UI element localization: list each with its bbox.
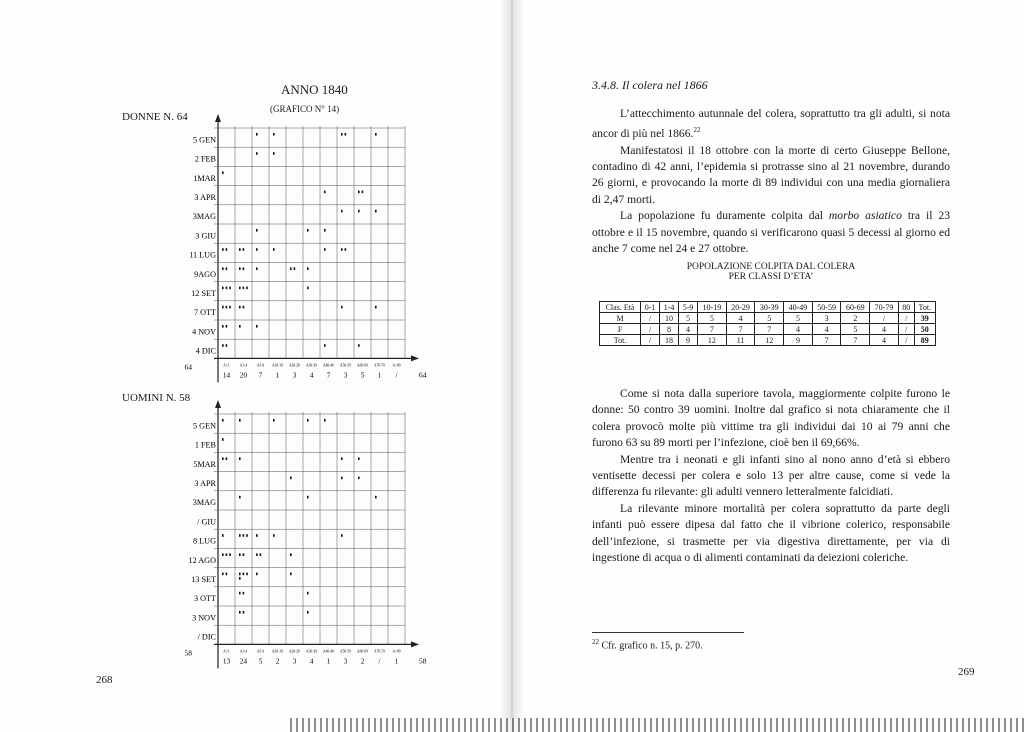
death-mark — [246, 534, 248, 537]
paragraphs-bottom — [592, 386, 950, 566]
death-mark — [246, 573, 248, 576]
death-mark — [324, 419, 326, 422]
death-mark — [239, 267, 241, 270]
chart-subtitle: (GRAFICO N° 14) — [270, 104, 340, 114]
death-mark — [307, 229, 309, 232]
page-number-right: 269 — [958, 666, 975, 678]
death-mark — [246, 287, 248, 290]
death-mark — [256, 133, 258, 136]
death-mark — [307, 592, 309, 595]
death-mark — [222, 306, 224, 309]
y-tick-label: 8 LUG — [193, 536, 216, 546]
x-axis-arrow — [411, 641, 419, 647]
table-cell: 40-49 — [784, 302, 813, 313]
y-tick-label: 5 GEN — [193, 421, 216, 431]
x-tick-label: A50-59 — [340, 649, 351, 654]
death-mark — [239, 573, 241, 576]
age-total-label: 3 — [343, 657, 348, 666]
death-mark — [239, 592, 241, 595]
death-mark — [307, 267, 309, 270]
death-mark — [243, 287, 245, 290]
death-mark — [229, 287, 231, 290]
age-total-label: 1 — [326, 657, 331, 666]
age-total-label: 14 — [222, 371, 231, 380]
death-mark — [243, 573, 245, 576]
table-row — [600, 313, 936, 324]
x-tick-label: A40-49 — [323, 363, 334, 368]
y-tick-label: 3 NOV — [192, 613, 216, 623]
age-total-label: / — [378, 657, 381, 666]
book-gutter — [500, 0, 524, 732]
death-mark — [222, 573, 224, 576]
death-mark — [226, 248, 228, 251]
page-bottom-edge — [290, 718, 1024, 732]
table-cell: 18 — [660, 335, 679, 346]
row-total-label: 64 — [184, 362, 192, 372]
y-tick-label: 12 AGO — [188, 555, 216, 565]
death-mark — [307, 611, 309, 614]
death-mark — [290, 573, 292, 576]
death-mark — [226, 306, 228, 309]
death-mark — [290, 553, 292, 556]
table-cell: / — [641, 324, 660, 335]
y-tick-label: 13 SET — [191, 575, 216, 584]
y-tick-label: 1 FEB — [194, 440, 216, 450]
uomini-label: UOMINI N. 58 — [122, 392, 191, 404]
table-cell: 4 — [679, 324, 698, 335]
death-mark — [260, 553, 262, 556]
death-mark — [341, 457, 343, 460]
age-total-label: 20 — [239, 371, 248, 380]
age-total-label: 2 — [275, 657, 280, 666]
age-total-label: 3 — [343, 371, 348, 380]
death-mark — [256, 248, 258, 251]
age-total-label: 1 — [394, 657, 399, 666]
x-tick-label: A60-69 — [357, 363, 368, 368]
death-mark — [243, 592, 245, 595]
age-total-label: 1 — [377, 371, 382, 380]
age-total-label: 5 — [360, 371, 365, 380]
table-cell: 10 — [660, 313, 679, 324]
death-mark — [256, 534, 258, 537]
death-mark — [222, 248, 224, 251]
table-cell: / — [641, 335, 660, 346]
x-tick-label: A30-39 — [306, 363, 317, 368]
table-cell: 4 — [870, 335, 899, 346]
y-tick-label: 1MAR — [193, 173, 216, 183]
table-cell: 7 — [812, 335, 841, 346]
col-total-label: 64 — [419, 370, 427, 380]
table-cell: 2 — [841, 313, 870, 324]
y-tick-label: 3 APR — [194, 479, 216, 488]
chart-title: ANNO 1840 — [281, 82, 348, 97]
footnote-ref: 22 — [693, 126, 701, 135]
table-cell: 12 — [755, 335, 784, 346]
death-mark — [256, 267, 258, 270]
table-cell: 8 — [660, 324, 679, 335]
table-cell: 4 — [870, 324, 899, 335]
age-total-label: 1 — [275, 371, 280, 380]
row-total-label: 58 — [184, 648, 192, 658]
table-cell: 7 — [841, 335, 870, 346]
y-tick-label: 3 OTT — [193, 594, 216, 604]
y-tick-label: 11 LUG — [189, 250, 216, 260]
section-heading: 3.4.8. Il colera nel 1866 — [592, 78, 708, 92]
age-total-label: 2 — [360, 657, 365, 666]
x-axis-arrow — [411, 355, 419, 361]
death-mark — [256, 573, 258, 576]
table-cell: 4 — [812, 324, 841, 335]
table-cell: 10-19 — [698, 302, 727, 313]
death-mark — [324, 344, 326, 347]
death-mark — [307, 287, 309, 290]
death-mark — [243, 248, 245, 251]
death-mark — [226, 553, 228, 556]
death-mark — [273, 534, 275, 537]
age-total-label: 13 — [222, 657, 231, 666]
table-cell: / — [898, 335, 914, 346]
age-total-label: 4 — [309, 657, 314, 666]
age-total-label: 4 — [309, 371, 314, 380]
death-mark — [222, 287, 224, 290]
death-mark — [358, 457, 360, 460]
table-cell: 9 — [784, 335, 813, 346]
table-cell: 7 — [755, 324, 784, 335]
age-total-label: 7 — [326, 371, 331, 380]
death-mark — [239, 611, 241, 614]
y-tick-label: 2 FEB — [194, 154, 216, 164]
death-mark — [222, 171, 224, 174]
x-tick-label: A20-29 — [289, 649, 300, 654]
death-mark — [222, 325, 224, 328]
table-cell: 7 — [698, 324, 727, 335]
table-cell: 89 — [914, 335, 935, 346]
x-tick-label: A20-29 — [289, 363, 300, 368]
y-tick-label: 5MAR — [193, 459, 216, 469]
death-mark — [345, 248, 347, 251]
paragraph-3: La popolazione fu duramente colpita dal morbo asiatico tra il 23 ottobre e il 15 novembre, quando si verificarono quasi 5 decessi al giorno ed anche 7 come nel 24 e 27 ottobre. — [592, 209, 951, 256]
age-total-label: 5 — [258, 657, 263, 666]
y-tick-label: 4 DIC — [195, 346, 216, 356]
death-mark — [239, 287, 241, 290]
death-mark — [273, 152, 275, 155]
table-cell: 5 — [784, 313, 813, 324]
table-cell: Tot. — [914, 302, 935, 313]
y-tick-label: 4 NOV — [192, 327, 216, 337]
age-class-table — [599, 301, 936, 346]
death-mark — [324, 229, 326, 232]
death-mark — [222, 438, 224, 441]
table-cell: 80 — [898, 302, 914, 313]
age-total-label: 7 — [258, 371, 263, 380]
y-tick-label: / DIC — [197, 632, 216, 642]
death-mark — [226, 344, 228, 347]
death-mark — [358, 344, 360, 347]
y-tick-label: 3 GIU — [195, 231, 216, 241]
table-cell: 12 — [698, 335, 727, 346]
death-mark — [341, 133, 343, 136]
paragraph-1: L’attecchimento autunnale del colera, soprattutto tra gli adulti, si nota ancor di più nel 1866.22 — [592, 107, 950, 141]
death-mark — [222, 553, 224, 556]
table-cell: 20-29 — [726, 302, 755, 313]
death-mark — [341, 534, 343, 537]
x-tick-label: A1-4 — [239, 363, 248, 368]
x-tick-label: A>1 — [223, 363, 230, 368]
table-cell: 5-9 — [679, 302, 698, 313]
death-mark — [243, 611, 245, 614]
y-tick-label: 3 APR — [194, 193, 216, 202]
col-total-label: 58 — [419, 656, 427, 666]
death-mark — [273, 133, 275, 136]
paragraph-2: Manifestatosi il 18 ottobre con la morte di certo Giuseppe Bellone, contadino di 42 anni, l’epidemia si protrasse sino al 21 novembre, durando 26 giorni, e provocando la morte di 89 individui con una media giornaliera di 2,47 morti. — [592, 143, 950, 206]
donne-label: DONNE N. 64 — [122, 111, 188, 123]
y-axis-arrow — [215, 114, 221, 122]
death-mark — [341, 306, 343, 309]
death-mark — [222, 267, 224, 270]
table-cell: 11 — [726, 335, 755, 346]
table-cell: 39 — [914, 313, 935, 324]
death-mark — [256, 152, 258, 155]
x-tick-label: A40-49 — [323, 649, 334, 654]
death-mark — [222, 457, 224, 460]
death-mark — [273, 419, 275, 422]
paragraph-6: La rilevante minore mortalità per colera soprattutto da parte degli infanti può essere dipesa dal fatto che il vibrione colerico, responsabile dell’infezione, si trasmette per via digestiva direttamente, per via di ingestione di acqua o di alimenti contaminati da deiezioni coleriche. — [592, 501, 950, 565]
y-tick-label: 9AGO — [194, 269, 216, 279]
x-tick-label: A70-79 — [374, 649, 385, 654]
death-mark — [362, 191, 364, 194]
table-cell: 4 — [726, 313, 755, 324]
age-total-label: 3 — [292, 657, 297, 666]
y-tick-label: 5 GEN — [193, 135, 216, 145]
death-mark — [358, 210, 360, 213]
death-mark — [358, 477, 360, 480]
age-total-label: / — [395, 371, 398, 380]
death-mark — [226, 267, 228, 270]
death-mark — [239, 248, 241, 251]
death-mark — [222, 419, 224, 422]
table-cell: 60-69 — [841, 302, 870, 313]
table-cell: 9 — [679, 335, 698, 346]
y-axis-arrow — [215, 400, 221, 408]
death-mark — [222, 344, 224, 347]
death-mark — [243, 534, 245, 537]
death-mark — [239, 496, 241, 499]
death-mark — [345, 133, 347, 136]
table-cell: 30-39 — [755, 302, 784, 313]
death-mark — [341, 210, 343, 213]
death-mark — [256, 325, 258, 328]
death-mark — [324, 191, 326, 194]
table-cell: 7 — [726, 324, 755, 335]
table-cell: 5 — [698, 313, 727, 324]
death-mark — [375, 133, 377, 136]
x-tick-label: A>80 — [392, 649, 401, 654]
table-cell: 5 — [679, 313, 698, 324]
death-mark — [229, 553, 231, 556]
death-mark — [226, 457, 228, 460]
death-mark — [375, 306, 377, 309]
death-mark — [239, 457, 241, 460]
death-mark — [239, 534, 241, 537]
x-tick-label: A>80 — [392, 363, 401, 368]
death-mark — [239, 553, 241, 556]
death-mark — [243, 553, 245, 556]
death-mark — [222, 534, 224, 537]
table-title: POPOLAZIONE COLPITA DAL COLERA PER CLASSI D’ETA’ — [686, 262, 856, 282]
death-mark — [226, 325, 228, 328]
y-tick-label: 3MAG — [192, 212, 216, 222]
x-tick-label: A70-79 — [374, 363, 385, 368]
x-tick-label: A50-59 — [340, 363, 351, 368]
table-cell: / — [898, 313, 914, 324]
death-mark — [358, 191, 360, 194]
death-mark — [290, 477, 292, 480]
table-cell: 0-1 — [641, 302, 660, 313]
death-mark — [243, 267, 245, 270]
table-cell: Clas. Età — [600, 302, 641, 313]
death-mark — [341, 248, 343, 251]
table-cell: 5 — [841, 324, 870, 335]
death-mark — [239, 577, 241, 580]
death-mark — [307, 496, 309, 499]
x-tick-label: A>1 — [223, 649, 230, 654]
x-tick-label: A30-39 — [306, 649, 317, 654]
footnote-rule — [592, 632, 744, 633]
paragraph-4: Come si nota dalla superiore tavola, maggiormente colpite furono le donne: 50 contro 39 uomini. Inoltre dal grafico si nota chiaramente che il colera provocò molte più vittime tra gli individui dai 10 ai 79 anni che furono 63 su 89 morti per l’infezione, cioè ben il 69,66%. — [592, 387, 950, 450]
death-mark — [294, 267, 296, 270]
death-mark — [324, 248, 326, 251]
y-tick-label: / GIU — [197, 517, 216, 527]
x-tick-label: A60-69 — [357, 649, 368, 654]
death-mark — [239, 419, 241, 422]
table-row — [600, 324, 936, 335]
age-total-label: 24 — [239, 657, 248, 666]
paragraphs-top — [592, 106, 950, 258]
death-mark — [256, 229, 258, 232]
death-mark — [239, 306, 241, 309]
death-mark — [226, 573, 228, 576]
death-mark — [307, 419, 309, 422]
death-mark — [341, 477, 343, 480]
death-mark — [226, 287, 228, 290]
y-tick-label: 3MAG — [192, 498, 216, 508]
death-mark — [273, 248, 275, 251]
death-mark — [229, 306, 231, 309]
x-tick-label: A10-19 — [272, 363, 283, 368]
death-mark — [243, 306, 245, 309]
table-cell: 50 — [914, 324, 935, 335]
age-total-label: 3 — [292, 371, 297, 380]
table-cell: 4 — [784, 324, 813, 335]
table-cell: / — [870, 313, 899, 324]
x-tick-label: A5-9 — [256, 649, 265, 654]
table-cell: Tot. — [600, 335, 641, 346]
y-tick-label: 7 OTT — [193, 308, 216, 318]
death-mark — [290, 267, 292, 270]
table-cell: / — [641, 313, 660, 324]
table-cell: 50-59 — [812, 302, 841, 313]
death-mark — [256, 553, 258, 556]
table-cell: 1-4 — [660, 302, 679, 313]
x-tick-label: A10-19 — [272, 649, 283, 654]
table-cell: 5 — [755, 313, 784, 324]
x-tick-label: A5-9 — [256, 363, 265, 368]
table-header-row — [600, 302, 936, 313]
death-mark — [239, 325, 241, 328]
death-mark — [375, 210, 377, 213]
y-tick-label: 12 SET — [191, 289, 216, 298]
paragraph-5: Mentre tra i neonati e gli infanti sino al nono anno d’età si ebbero ventisette decessi per colera e solo 13 per altre cause, come si vede la differenza fu rilevante: gli adulti vennero letteralmente falcidiati. — [592, 452, 950, 499]
page-number-left: 268 — [96, 674, 113, 686]
x-tick-label: A1-4 — [239, 649, 248, 654]
table-cell: 3 — [812, 313, 841, 324]
table-cell: / — [898, 324, 914, 335]
footnote: $^{22}$ Cfr. grafico n. 15, p. 270. — [592, 638, 703, 652]
table-cell: 70-79 — [870, 302, 899, 313]
table-row — [600, 335, 936, 346]
death-mark — [375, 496, 377, 499]
table-cell: M — [600, 313, 641, 324]
table-cell: F — [600, 324, 641, 335]
